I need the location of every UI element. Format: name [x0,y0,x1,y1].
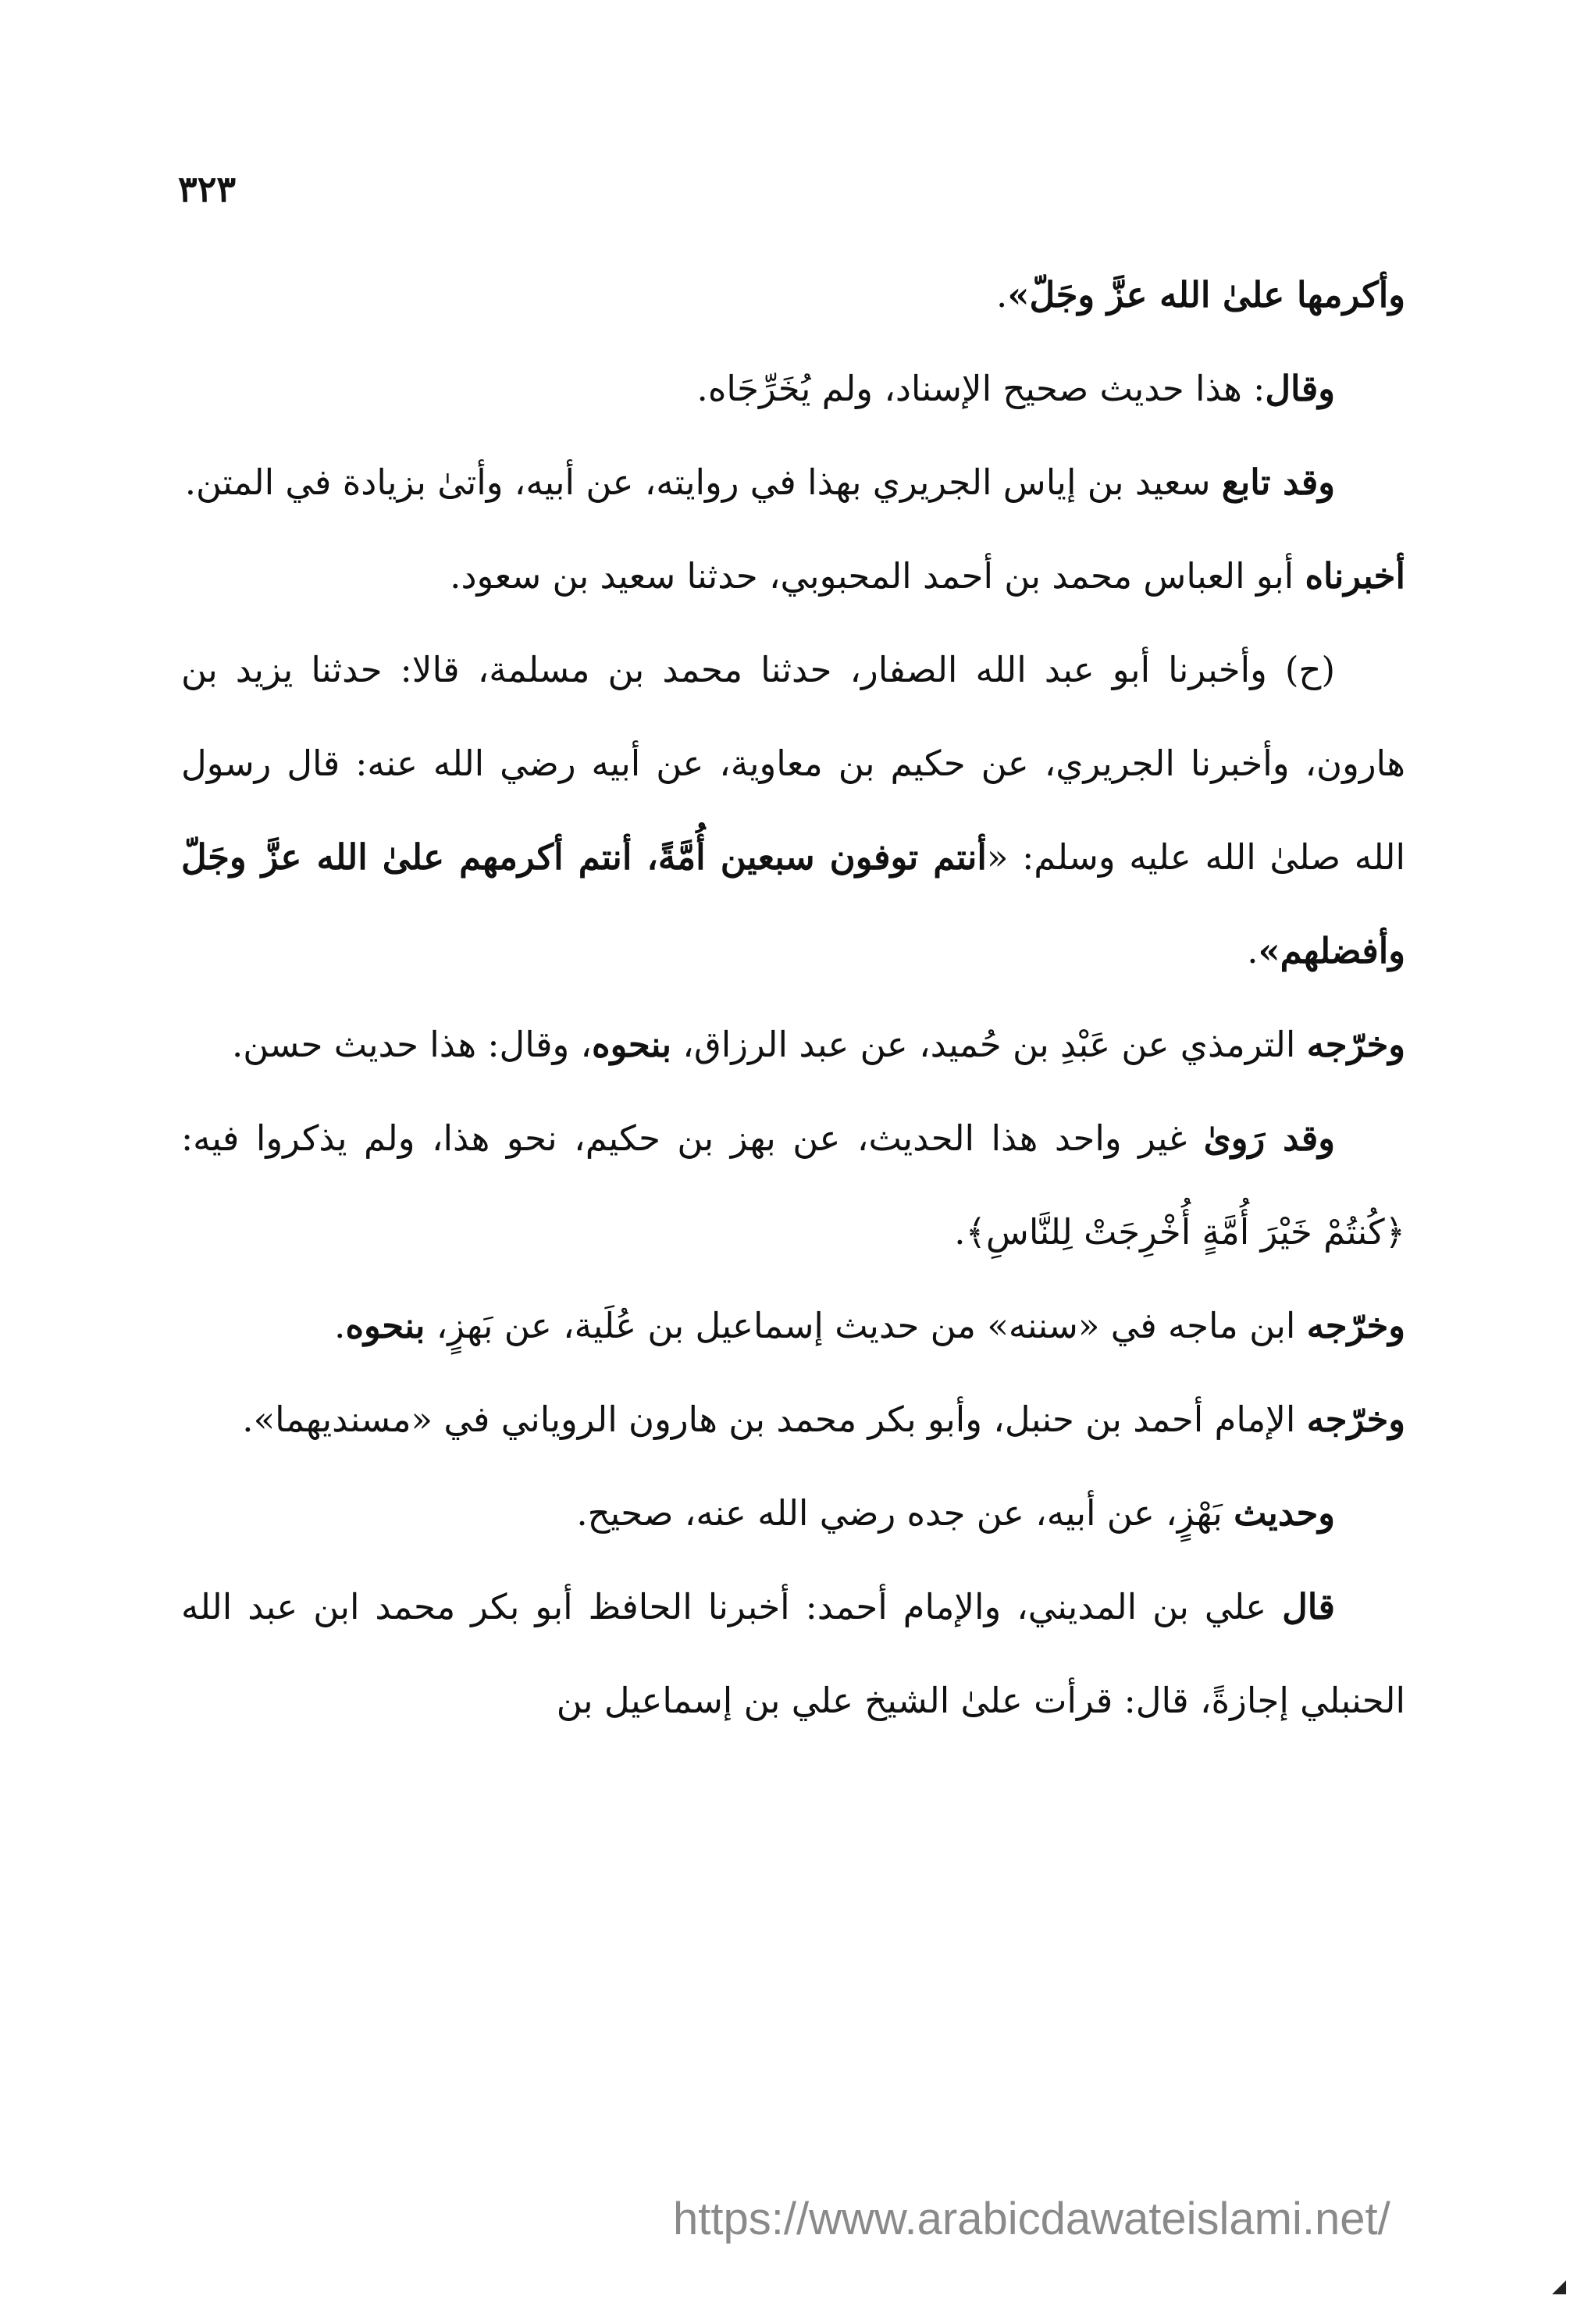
bold-phrase: أنتم توفون سبعين أُمَّةً، أنتم أكرمهم علىٰ الله عزَّ وجَلّ وأفضلهم» [181,836,1405,971]
page-number: ٣٢٣ [178,168,237,210]
bold-phrase: أخبرناه [1305,555,1405,597]
paragraph [181,1560,1405,1748]
text-run: علي بن المديني، والإمام أحمد: أخبرنا الحافظ أبو بكر محمد ابن عبد الله الحنبلي إجازةً، قال: قرأت علىٰ الشيخ علي بن إسماعيل بن [181,1586,1405,1721]
bold-phrase: وخرّجه [1306,1024,1405,1065]
paragraph [181,1373,1405,1467]
bold-phrase: وخرّجه [1306,1399,1405,1440]
scan-corner-mark [1551,2279,1568,2296]
bold-phrase: وأكرمها علىٰ الله عزَّ وجَلّ» [1007,274,1405,315]
paragraph [181,1092,1405,1279]
text-run: . [1247,930,1259,971]
text-run: ابن ماجه في «سننه» من حديث إسماعيل بن عُلَية، عن بَهزٍ، [425,1305,1307,1346]
text-run: : هذا حديث صحيح الإسناد، ولم يُخَرِّجَاه. [696,368,1266,409]
bold-phrase: وخرّجه [1306,1305,1405,1346]
text-run: ، وقال: هذا حديث حسن. [231,1024,593,1065]
text-run: الإمام أحمد بن حنبل، وأبو بكر محمد بن هارون الروياني في «مسنديهما». [242,1399,1307,1440]
bold-phrase: بنحوه [592,1024,671,1065]
paragraph [181,248,1405,342]
bold-phrase: بنحوه [345,1305,425,1346]
paragraph [181,529,1405,623]
text-run: . [334,1305,346,1346]
text-run: بَهْزٍ، عن أبيه، عن جده رضي الله عنه، صحيح. [576,1492,1234,1534]
bold-phrase: وقال [1265,368,1335,409]
paragraph [181,342,1405,436]
text-run: غير واحد هذا الحديث، عن بهز بن حكيم، نحو هذا، ولم يذكروا فيه: ﴿كُنتُمْ خَيْرَ أُمَّةٍ أُخْرِجَتْ لِلنَّاسِ﴾. [181,1117,1405,1253]
paragraph [181,623,1405,998]
text-run: (ح) وأخبرنا أبو عبد الله الصفار، حدثنا محمد بن مسلمة، قالا: حدثنا يزيد بن هارون، وأخبرنا الجريري، عن حكيم بن معاوية، عن أبيه رضي الله عنه: قال رسول الله صلىٰ الله عليه وسلم: « [181,649,1405,878]
text-run: الترمذي عن عَبْدِ بن حُميد، عن عبد الرزاق، [671,1024,1307,1065]
paragraph [181,436,1405,529]
text-run: سعيد بن إياس الجريري بهذا في روايته، عن أبيه، وأتىٰ بزيادة في المتن. [184,462,1222,503]
watermark-url: https://www.arabicdawateislami.net/ [673,2194,1390,2244]
text-run: . [996,274,1008,315]
body-text [181,248,1405,1748]
bold-phrase: قال [1282,1586,1335,1627]
paragraph [181,1279,1405,1373]
text-run: أبو العباس محمد بن أحمد المحبوبي، حدثنا سعيد بن سعود. [450,555,1305,597]
bold-phrase: وقد رَوىٰ [1203,1117,1336,1159]
bold-phrase: وحديث [1234,1492,1335,1534]
bold-phrase: وقد تابع [1221,462,1335,503]
paragraph [181,998,1405,1092]
paragraph [181,1467,1405,1560]
